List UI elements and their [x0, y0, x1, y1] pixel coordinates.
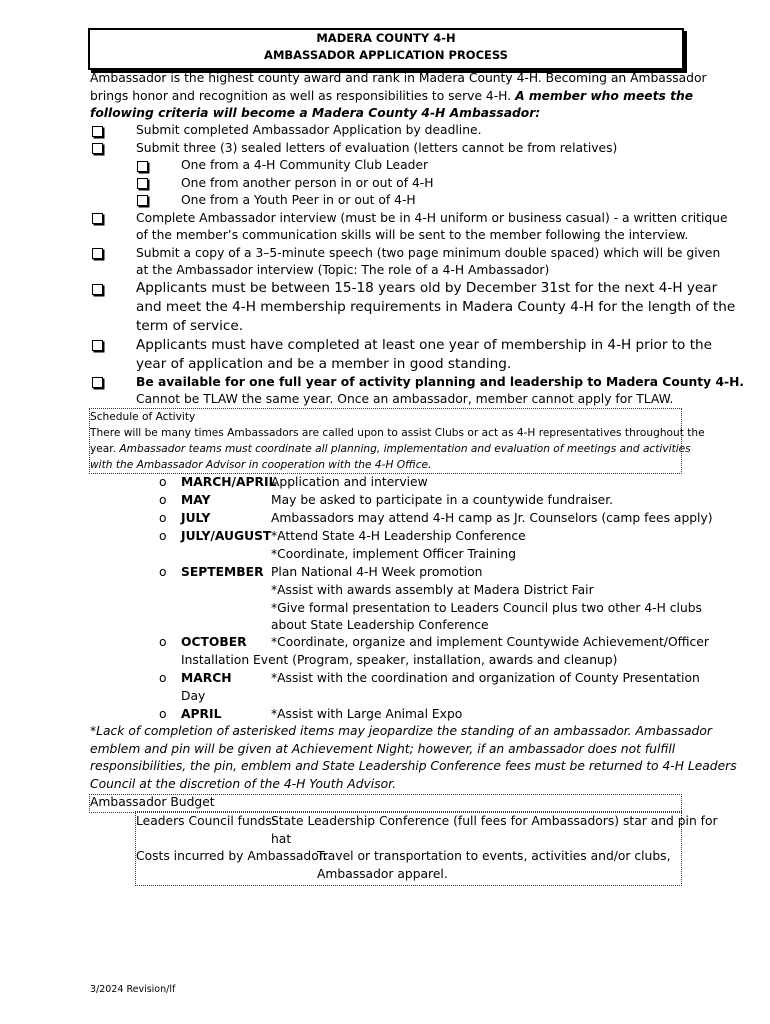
month-march: MARCH — [181, 671, 232, 685]
month-september: SEPTEMBER — [181, 565, 264, 579]
month-july: JULY — [181, 511, 211, 525]
month-may: MAY — [181, 493, 211, 507]
list-bullet: o — [159, 511, 167, 525]
checkbox-icon — [92, 213, 103, 224]
criteria-6-line-1: Applicants must have completed at least one year of membership in 4-H prior to the — [136, 337, 713, 353]
note-line-4: Council at the discretion of the 4-H Youth Advisor. — [90, 777, 396, 791]
checkbox-icon — [92, 340, 103, 351]
budget-row-2-value: Travel or transportation to events, activities and/or clubs, — [317, 849, 671, 863]
criteria-5-line-1: Applicants must be between 15-18 years old by December 31st for the next 4-H year — [136, 280, 718, 296]
document-title-box — [88, 28, 684, 70]
checkbox-icon — [137, 161, 148, 172]
month-july-august: JULY/AUGUST — [181, 529, 272, 543]
criteria-5-line-3: term of service. — [136, 318, 244, 334]
checkbox-icon — [92, 284, 103, 295]
criteria-3-line-2: of the member’s communication skills will be sent to the member following the interview. — [136, 228, 689, 242]
activity-september-4: about State Leadership Conference — [271, 618, 489, 632]
criteria-4-line-2: at the Ambassador interview (Topic: The role of a 4-H Ambassador) — [136, 263, 550, 277]
activity-july-august-1: *Attend State 4-H Leadership Conference — [271, 529, 526, 543]
criteria-3-line-1: Complete Ambassador interview (must be in 4-H uniform or business casual) - a written critique — [136, 211, 728, 225]
activity-september-3: *Give formal presentation to Leaders Council plus two other 4-H clubs — [271, 601, 702, 615]
month-october: OCTOBER — [181, 635, 247, 649]
note-line-2: emblem and pin will be given at Achievement Night; however, if an ambassador does not fulfill — [90, 742, 676, 756]
checkbox-icon — [92, 143, 103, 154]
criteria-7-line-1: Be available for one full year of activity planning and leadership to Madera County 4-H. — [136, 375, 745, 389]
criteria-2-sub-1: One from a 4-H Community Club Leader — [181, 158, 429, 172]
activity-july-august-2: *Coordinate, implement Officer Training — [271, 547, 517, 561]
activity-october-2: Installation Event (Program, speaker, installation, awards and cleanup) — [181, 653, 618, 667]
activity-march-april: Application and interview — [271, 475, 428, 489]
schedule-paragraph-emphasis: Ambassador teams must coordinate all planning, implementation and evaluation of meetings and activities — [119, 443, 691, 455]
list-bullet: o — [159, 475, 167, 489]
activity-september-1: Plan National 4-H Week promotion — [271, 565, 483, 579]
budget-row-2-value-cont: Ambassador apparel. — [317, 867, 448, 881]
schedule-paragraph-line-3: with the Ambassador Advisor in cooperation with the 4-H Office. — [90, 459, 432, 471]
activity-july: Ambassadors may attend 4-H camp as Jr. Counselors (camp fees apply) — [271, 511, 713, 525]
criteria-4-line-1: Submit a copy of a 3–5-minute speech (two page minimum double spaced) which will be given — [136, 246, 721, 260]
list-bullet: o — [159, 671, 167, 685]
title-line-2: AMBASSADOR APPLICATION PROCESS — [264, 48, 508, 62]
checkbox-icon — [137, 178, 148, 189]
criteria-5-line-2: and meet the 4-H membership requirements in Madera County 4-H for the length of the — [136, 299, 736, 315]
activity-march-day: Day — [181, 689, 206, 703]
note-line-3: responsibilities, the pin, emblem and State Leadership Conference fees must be returned to 4-H Leaders — [90, 759, 737, 773]
intro-line-1: Ambassador is the highest county award and rank in Madera County 4-H. Becoming an Ambassador — [90, 71, 707, 85]
activity-april: *Assist with Large Animal Expo — [271, 707, 463, 721]
activity-march: *Assist with the coordination and organization of County Presentation — [271, 671, 700, 685]
schedule-paragraph-line-1: There will be many times Ambassadors are called upon to assist Clubs or act as 4-H representatives throughout the — [90, 427, 705, 439]
activity-may: May be asked to participate in a countywide fundraiser. — [271, 493, 614, 507]
criteria-7-line-2: Cannot be TLAW the same year. Once an ambassador, member cannot apply for TLAW. — [136, 392, 674, 406]
list-bullet: o — [159, 565, 167, 579]
criteria-2-sub-3: One from a Youth Peer in or out of 4-H — [181, 193, 416, 207]
budget-row-1-value-cont: hat — [271, 832, 292, 846]
schedule-heading: Schedule of Activity — [90, 411, 196, 423]
activity-september-2: *Assist with awards assembly at Madera District Fair — [271, 583, 594, 597]
budget-heading: Ambassador Budget — [90, 795, 215, 809]
list-bullet: o — [159, 635, 167, 649]
month-march-april: MARCH/APRIL — [181, 475, 277, 489]
intro-line-2-text: brings honor and recognition as well as responsibilities to serve 4-H. — [90, 89, 512, 103]
criteria-2-sub-2: One from another person in or out of 4-H — [181, 176, 434, 190]
budget-row-1-value: State Leadership Conference (full fees for Ambassadors) star and pin for — [271, 814, 718, 828]
budget-row-1-label: Leaders Council funds: — [136, 814, 276, 828]
intro-line-3: following criteria will become a Madera County 4-H Ambassador: — [90, 106, 541, 120]
intro-line-2-emphasis: A member who meets the — [515, 89, 694, 103]
title-line-1: MADERA COUNTY 4-H — [316, 31, 456, 45]
note-line-1: *Lack of completion of asterisked items may jeopardize the standing of an ambassador. Ambassador — [90, 724, 712, 738]
activity-october-1: *Coordinate, organize and implement Countywide Achievement/Officer — [271, 635, 709, 649]
criteria-1: Submit completed Ambassador Application by deadline. — [136, 123, 482, 137]
criteria-6-line-2: year of application and be a member in good standing. — [136, 356, 512, 372]
checkbox-icon — [92, 248, 103, 259]
intro-line-2 — [90, 88, 693, 106]
list-bullet: o — [159, 529, 167, 543]
checkbox-icon — [137, 195, 148, 206]
checkbox-icon — [92, 377, 103, 388]
budget-row-2-label: Costs incurred by Ambassador: — [136, 849, 328, 863]
month-april: APRIL — [181, 707, 222, 721]
revision-footer: 3/2024 Revision/lf — [90, 984, 176, 995]
schedule-paragraph-year: year. — [90, 443, 117, 455]
list-bullet: o — [159, 493, 167, 507]
checkbox-icon — [92, 126, 103, 137]
list-bullet: o — [159, 707, 167, 721]
criteria-2: Submit three (3) sealed letters of evaluation (letters cannot be from relatives) — [136, 141, 618, 155]
schedule-paragraph-line-2 — [90, 441, 691, 457]
